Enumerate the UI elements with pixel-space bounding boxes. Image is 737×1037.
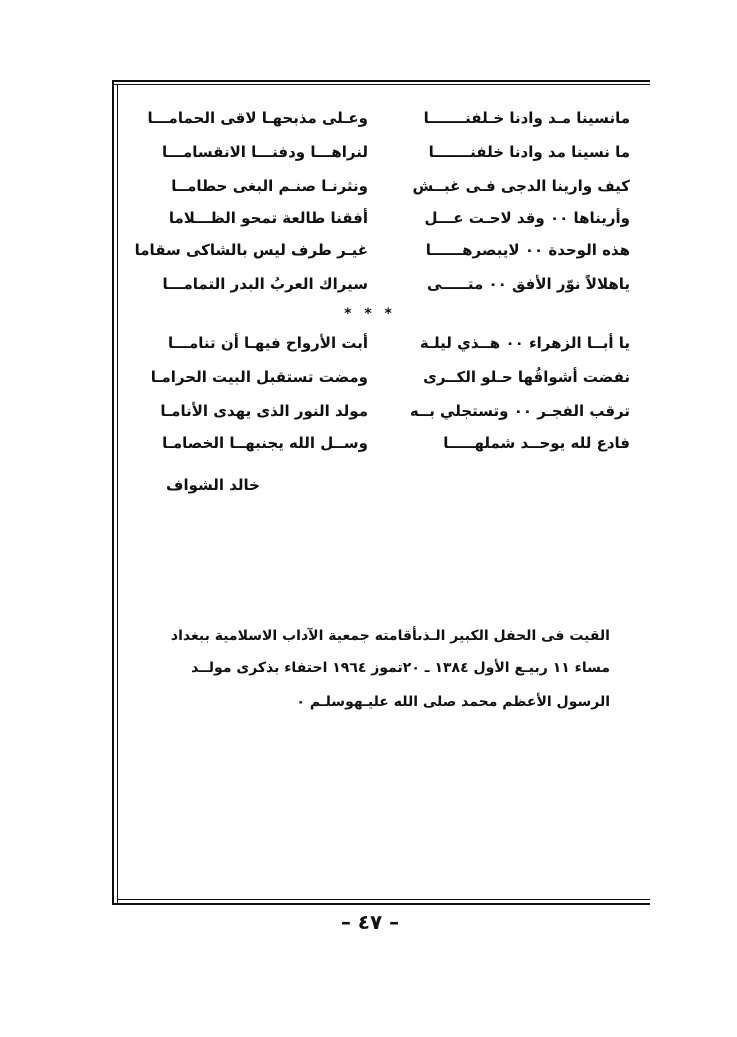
poet-signature: خالد الشواف [166,476,260,494]
verse-line [120,173,630,199]
page-number: – ٤٧ – [340,910,400,934]
verse-second-hemistich: غيـر طرف ليس بالشاكى سقاما [134,241,368,259]
verse-first-hemistich: ترقب الفجـر ٠٠ وتستجلي بــه [409,402,630,420]
footnote-line: القيت فى الحفل الكبير الـذىأقامته جمعية الآداب الاسلامية ببغداد [170,628,610,644]
verse-line [120,139,630,165]
verse-line [120,205,630,231]
verse-first-hemistich: يا أبــا الزهراء ٠٠ هــذي ليلـة [419,334,630,352]
verse-line [120,430,630,456]
verse-first-hemistich: كيف وارينا الدجى فـى غبــش [412,177,630,195]
verse-second-hemistich: ونثرنـا صنـم البغى حطامــا [171,177,368,195]
verse-second-hemistich: لنراهـــا ودفنـــا الانقسامـــا [161,143,368,161]
verse-line [120,330,630,356]
footnote-line: الرسول الأعظم محمد صلى الله عليـهوسلـم ٠ [296,694,610,710]
frame-left-rule [112,80,114,903]
verse-line [120,237,630,263]
verse-first-hemistich: ياهلالاً نوّر الأفق ٠٠ متـــــى [427,275,630,293]
verse-first-hemistich: مانسينا مـد وادنا خـلفنـــــــا [423,109,630,127]
verse-first-hemistich: نفضت أشواقُها حـلو الكــرى [423,368,630,386]
verse-second-hemistich: سيراك العربُ البدر التمامـــا [162,275,368,293]
frame-bottom-rule [112,903,650,905]
verse-first-hemistich: فادع لله يوحــد شملهـــــا [443,434,630,452]
frame-bottom-rule-inner [117,899,650,900]
verse-second-hemistich: مولد النور الذى يهدى الأنامـا [160,402,368,420]
verse-second-hemistich: أبت الأرواح فيهـا أن تنامـــا [167,334,368,352]
verse-second-hemistich: أفقنا طالعة تمحو الظـــلاما [168,209,368,227]
frame-top-rule [114,80,650,82]
verse-second-hemistich: وعـلى مذبحهـا لاقى الحمامـــا [147,109,368,127]
stanza-separator: * * * [344,306,396,322]
footnote-line: مساء ١١ ربيـع الأول ١٣٨٤ ـ ٢٠تموز ١٩٦٤ احتفاء بذكرى مولــد [191,660,610,676]
verse-line [120,398,630,424]
verse-first-hemistich: وأريناها ٠٠ وقد لاحـت عـــل [424,209,630,227]
verse-line [120,271,630,297]
verse-second-hemistich: وســل الله يجنبهــا الخصامـا [162,434,368,452]
verse-line [120,105,630,131]
verse-first-hemistich: ما نسينا مد وادنا خلفنـــــــا [428,143,630,161]
verse-line [120,364,630,390]
verse-second-hemistich: ومضت تستقبل البيت الحرامـا [150,368,368,386]
frame-top-rule-inner [114,84,650,85]
verse-first-hemistich: هذه الوحدة ٠٠ لايبصرهــــــا [425,241,630,259]
